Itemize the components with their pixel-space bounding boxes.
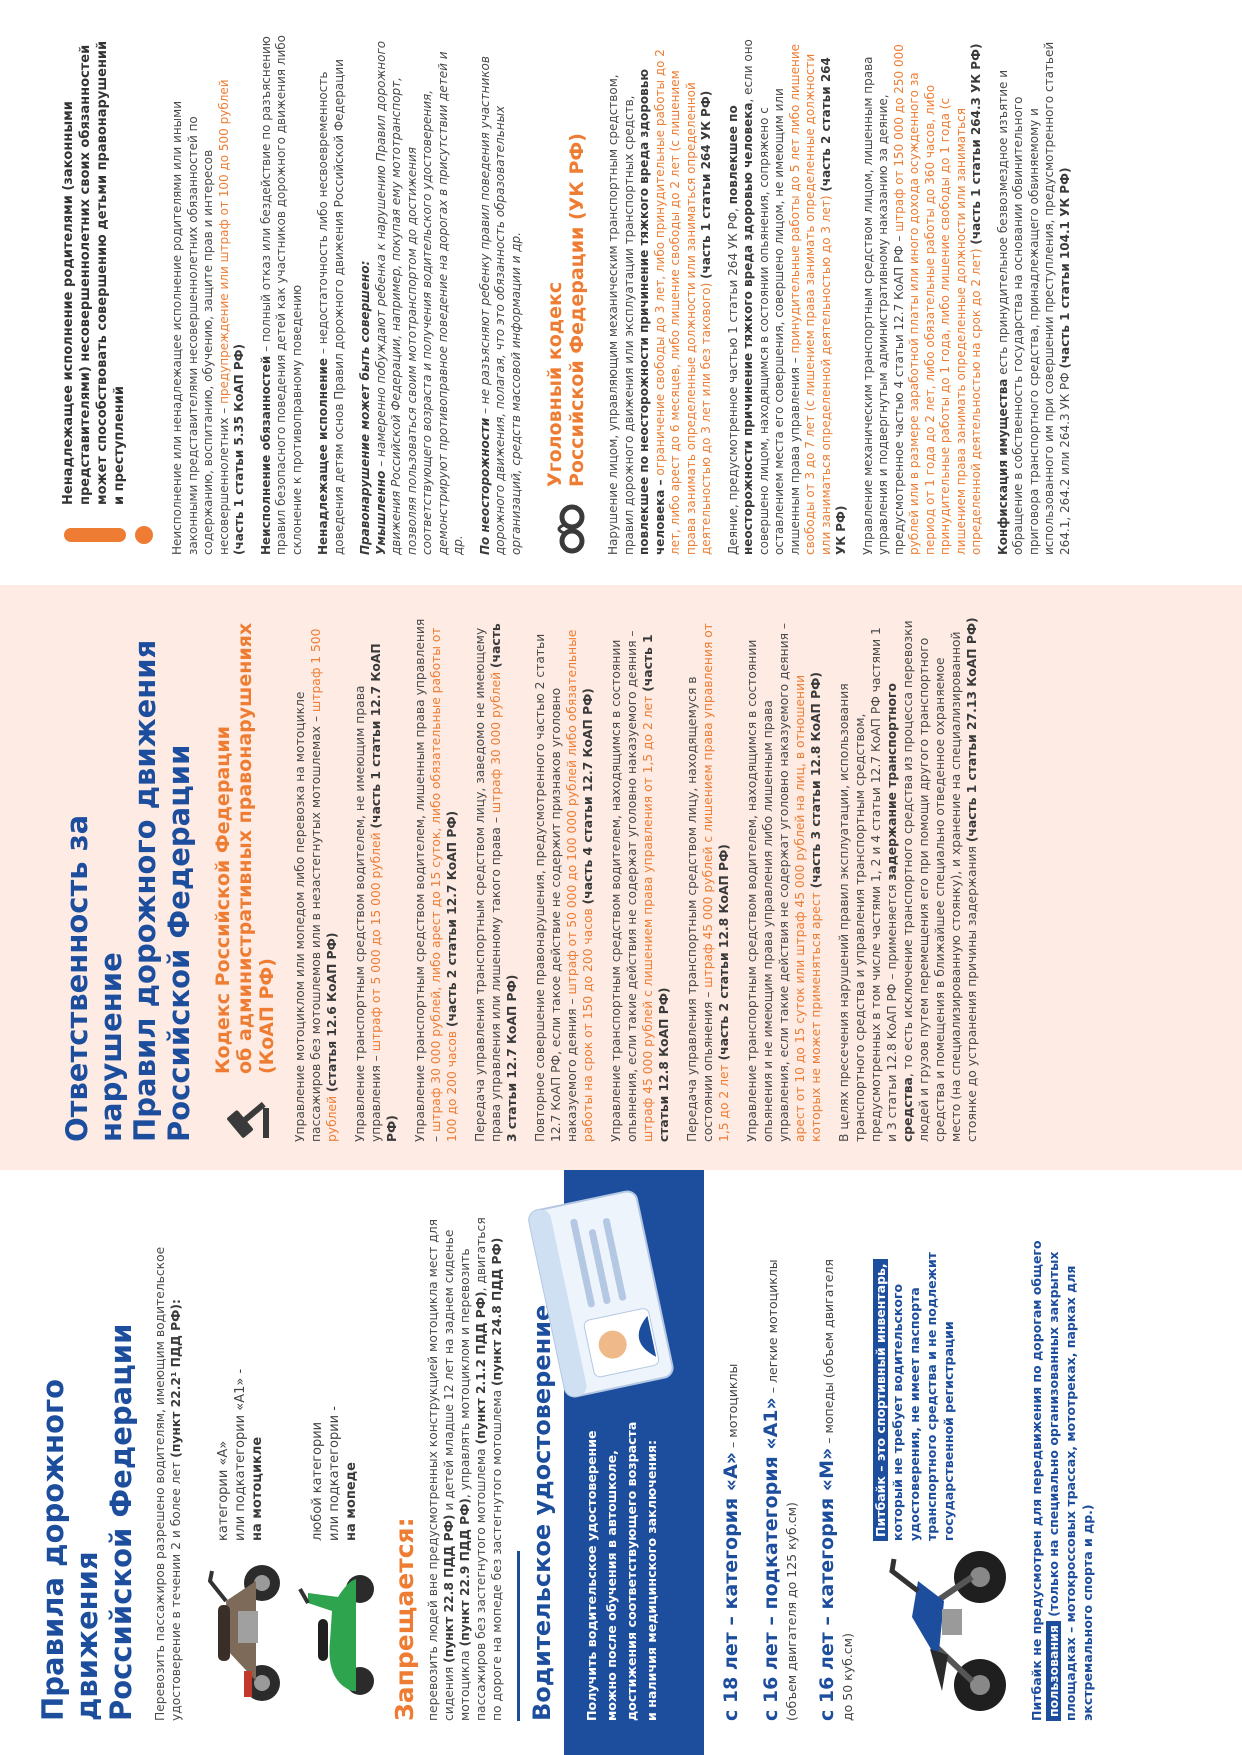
moped-icon bbox=[290, 1541, 378, 1721]
koap-item-drunk-transfer: Передача управления транспортным средством лицу, находящемуся в состоянии опьянения – штраф 45 000 рублей с лишением права управления от 1,5 до 2 лет (часть 2 статьи 12.8 КоАП РФ) bbox=[685, 623, 731, 1142]
pitbike-roads-note: Питбайк не предусмотрен для передвижения по дорогам общего пользования (только на специально организованных закрытых площадках – мотокроссовых трассах, мототреках, парках для экстремального спорта и др.) bbox=[1029, 1240, 1095, 1721]
handcuffs-icon bbox=[540, 503, 592, 555]
warning-block bbox=[60, 34, 160, 555]
pitbike-text: Питбайк – это спортивный инвентарь, который не требует водительского удостоверения, не имеет паспорта транспортного средства и не подлежит государственной регистрации bbox=[873, 1251, 956, 1541]
uk-item-264-3: Управление механическим транспортным средством лицом, лишенным права управления и подвергнутым административному наказанию за деяние, предусмотренное частью 4 статьи 12.7 КоАП РФ – штраф от 150 000 до 250 000 рублей или в размере заработной платы или иного дохода осужденного за период от 1 года до 2 лет, либо обязательные работы до 360 часов, либо принудительные работы до 1 года, либо лишение свободы до 1 года (с лишением права занимать определенные должности или заниматься определенной деятельностью на срок до 2 лет) (часть 1 статьи 264.3 УК РФ) bbox=[860, 43, 983, 555]
warning-text: Ненадлежащее исполнение родителями (законными представителями) несовершеннолетних своих обязанностей может способствовать совершению детьми правонарушений и преступлений bbox=[61, 40, 127, 505]
moped-row bbox=[290, 1206, 378, 1721]
koap-item-repeat: Повторное совершение правонарушения, предусмотренного частью 2 статьи 12.7 КоАП РФ, если такое действие не содержит признаков уголовно наказуемого деяния – штраф от 50 000 до 100 000 рублей либо обязательные работы на срок от 150 до 200 часов (часть 4 статьи 12.7 КоАП РФ) bbox=[533, 629, 595, 1142]
category-m: с 16 лет – категория «М» – мопеды (объем двигателя bbox=[816, 1259, 838, 1721]
koap-item-drunk-no-license: Управление транспортным средством водителем, находящимся в состоянии опьянения и не имеющим права управления либо лишенным права управления, если такие действия не содержат уголовно наказуемого деяния – арест от 10 до 15 суток или штраф 45 000 рублей на лиц, в отношении которых не может применяться арест (часть 3 статьи 12.8 КоАП РФ) bbox=[745, 622, 823, 1142]
uk-heading bbox=[540, 34, 592, 555]
column-rules bbox=[0, 1170, 1242, 1755]
liability-title: Ответственность за нарушение Правил дорожного движения Российской Федерации bbox=[60, 639, 196, 1142]
parents-item-5: По неосторожности – не разъясняют ребенку правил поведения участников дорожного движения, полагая, что это обязанность образовательных организаций, средств массовой информации и др. bbox=[477, 56, 523, 555]
subcategory-a1: с 16 лет – подкатегория «А1» – легкие мотоциклы bbox=[760, 1259, 782, 1721]
koap-item-helmet: Управление мотоциклом или мопедом либо перевозка на мотоцикле пассажиров без мотошлемов или в незастегнутых мотошлемах – штраф 1 500 рублей (статья 12.6 КоАП РФ) bbox=[293, 628, 339, 1142]
uk-item-confiscation: Конфискация имущества есть принудительное безвозмездное изъятие и обращение в собственность государства на основании обвинительного приговора транспортного средства, принадлежащего обвиняемому и использованного им при совершении преступления, предусмотренного статьей 264.1, 264.2 или 264.3 УК РФ (часть 1 статьи 104.1 УК РФ) bbox=[995, 41, 1072, 555]
pitbike-icon bbox=[872, 1541, 1022, 1721]
driver-license-card-icon bbox=[516, 1180, 676, 1410]
rules-title: Правила дорожного движения Российской Федерации bbox=[36, 1323, 138, 1721]
column-liability bbox=[0, 585, 1242, 1170]
motorcycle-text: категории «А» или подкатегории «А1» - на мотоцикле bbox=[215, 1368, 265, 1541]
uk-title: Уголовный кодекс Российской Федерации (УК РФ) bbox=[544, 133, 588, 487]
koap-item-detention: В целях пресечения нарушений правил эксплуатации, использования транспортного средства и управления транспортным средством, предусмотренных в том числе частями 1, 2 и 4 статьи 12.7 КоАП РФ частями 1 и 3 статьи 12.8 КоАП РФ – применяется задержание транспортного средства, то есть исключение транспортного средства из процесса перевозки людей и грузов путем перемещения его при помощи другого транспортного средства и помещения в ближайшее специально отведенное охраняемое место (на специализированную стоянку), и хранение на специализированной стоянке до устранения причины задержания (часть 1 статьи 27.13 КоАП РФ) bbox=[837, 617, 979, 1142]
category-m-note: до 50 куб.см) bbox=[840, 1633, 855, 1721]
koap-item-transfer: Передача управления транспортным средством лицу, заведомо не имеющему права управления или лишенному такого права – штраф 30 000 рублей (часть 3 статьи 12.7 КоАП РФ) bbox=[473, 623, 519, 1142]
parents-item-2: Неисполнение обязанностей – полный отказ или бездействие по разъяснению правил безопасного поведения детей как участников дорожного движения либо склонение к противоправному поведению bbox=[258, 34, 304, 555]
koap-item-no-license: Управление транспортным средством водителем, не имеющим права управления – штраф от 5 000 до 15 000 рублей (часть 1 статьи 12.7 КоАП РФ) bbox=[353, 643, 399, 1142]
pitbike-row bbox=[872, 1206, 1022, 1721]
license-title: Водительское удостоверение bbox=[528, 1304, 556, 1721]
koap-heading bbox=[212, 617, 278, 1142]
moped-text: любой категории или подкатегории - на мопеде bbox=[309, 1406, 359, 1541]
subcategory-a1-note: (объем двигателя до 125 куб.см) bbox=[784, 1502, 799, 1721]
parents-item-3: Ненадлежащее исполнение – недостаточность либо несвоевременность доведения детям основ Правил дорожного движения Российской Федерации bbox=[316, 59, 346, 555]
passengers-intro: Перевозить пассажиров разрешено водителям, имеющим водительское удостоверение в течении 2 и более лет (пункт 22.2¹ ПДД РФ): bbox=[153, 1246, 183, 1721]
parents-item-4: Правонарушение может быть совершено: Умышленно – намеренно побуждают ребенка к нарушению Правил дорожного движения Российской Федерации, например, покупая ему мототранспорт, позволяя пользоваться своим мототранспортом до достижения соответствующего возраста и получения водительского удостоверения, демонстрируют противоправное поведение на дорогах в присутствии детей и др. bbox=[358, 40, 465, 555]
uk-item-264-2: Деяние, предусмотренное частью 1 статьи 264 УК РФ, повлекшее по неосторожности причинение тяжкого вреда здоровью человека, если оно совершено лицом, находящимся в состоянии опьянения, сопряжено с оставлением места его совершения, совершено лицом, не имеющим или лишенным права управления – принудительные работы до 5 лет либо лишение свободы от 3 до 7 лет (с лишением права занимать определенные должности или заниматься определенной деятельностью до 3 лет) (часть 2 статьи 264 УК РФ) bbox=[725, 39, 848, 555]
forbidden-text: перевозить людей вне предусмотренных конструкцией мотоцикла мест для сидения (пункт 22.8 ПДД РФ) и детей младше 12 лет на заднем сиденье мотоцикла (пункт 22.9 ПДД РФ), управлять мотоциклом и перевозить пассажиров без застегнутого мотошлема (пункт 2.1.2 ПДД РФ), двигаться по дороге на мопеде без застегнутого мотошлема (пункт 24.8 ПДД РФ) bbox=[426, 1217, 504, 1721]
motorcycle-row bbox=[196, 1206, 284, 1721]
category-a: с 18 лет – категория «А» – мотоциклы bbox=[720, 1363, 742, 1721]
koap-item-revoked: Управление транспортным средством водителем, лишенным права управления – штраф 30 000 рублей, либо арест до 15 суток, либо обязательные работы от 100 до 200 часов (часть 2 статьи 12.7 КоАП РФ) bbox=[413, 618, 459, 1142]
column-parents bbox=[0, 0, 1242, 585]
section-divider bbox=[517, 1551, 520, 1721]
license-box bbox=[564, 1170, 704, 1755]
parents-item-1: Неисполнение или ненадлежащее исполнение родителями или иными законными представителями несовершеннолетних обязанностей по содержанию, воспитанию, обучению, защите прав и интересов несовершеннолетних – предупреждение или штраф от 100 до 500 рублей (часть 1 статьи 5.35 КоАП РФ) bbox=[170, 79, 246, 555]
exclamation-icon bbox=[60, 515, 160, 555]
koap-item-drunk: Управление транспортным средством водителем, находящимся в состоянии опьянения, если такие действия не содержат уголовно наказуемого деяния – штраф 45 000 рублей с лишением права управления от 1,5 до 2 лет (часть 1 статьи 12.8 КоАП РФ) bbox=[609, 630, 671, 1142]
forbidden-heading: Запрещается: bbox=[390, 1517, 419, 1721]
koap-title: Кодекс Российской Федерации об административных правонарушениях (КоАП РФ) bbox=[212, 622, 278, 1074]
uk-item-264-1: Нарушение лицом, управляющим механическим транспортным средством, правил дорожного движения или эксплуатации транспортных средств, повлекшее по неосторожности причинение тяжкого вреда здоровью человека – ограничение свободы до 3 лет, либо принудительные работы до 2 лет, либо арест до 6 месяцев, либо лишение свободы до 2 лет (с лишением права занимать определенные должности или заниматься определенной деятельностью до 3 лет или без такового) (часть 1 статьи 264 УК РФ) bbox=[606, 49, 713, 555]
gavel-icon bbox=[219, 1090, 271, 1142]
license-box-text: Получить водительское удостоверение можно после обучения в автошколе, достижения соответствующего возраста и наличия медицинского заключения: bbox=[584, 1421, 659, 1721]
motorcycle-icon bbox=[196, 1541, 284, 1721]
